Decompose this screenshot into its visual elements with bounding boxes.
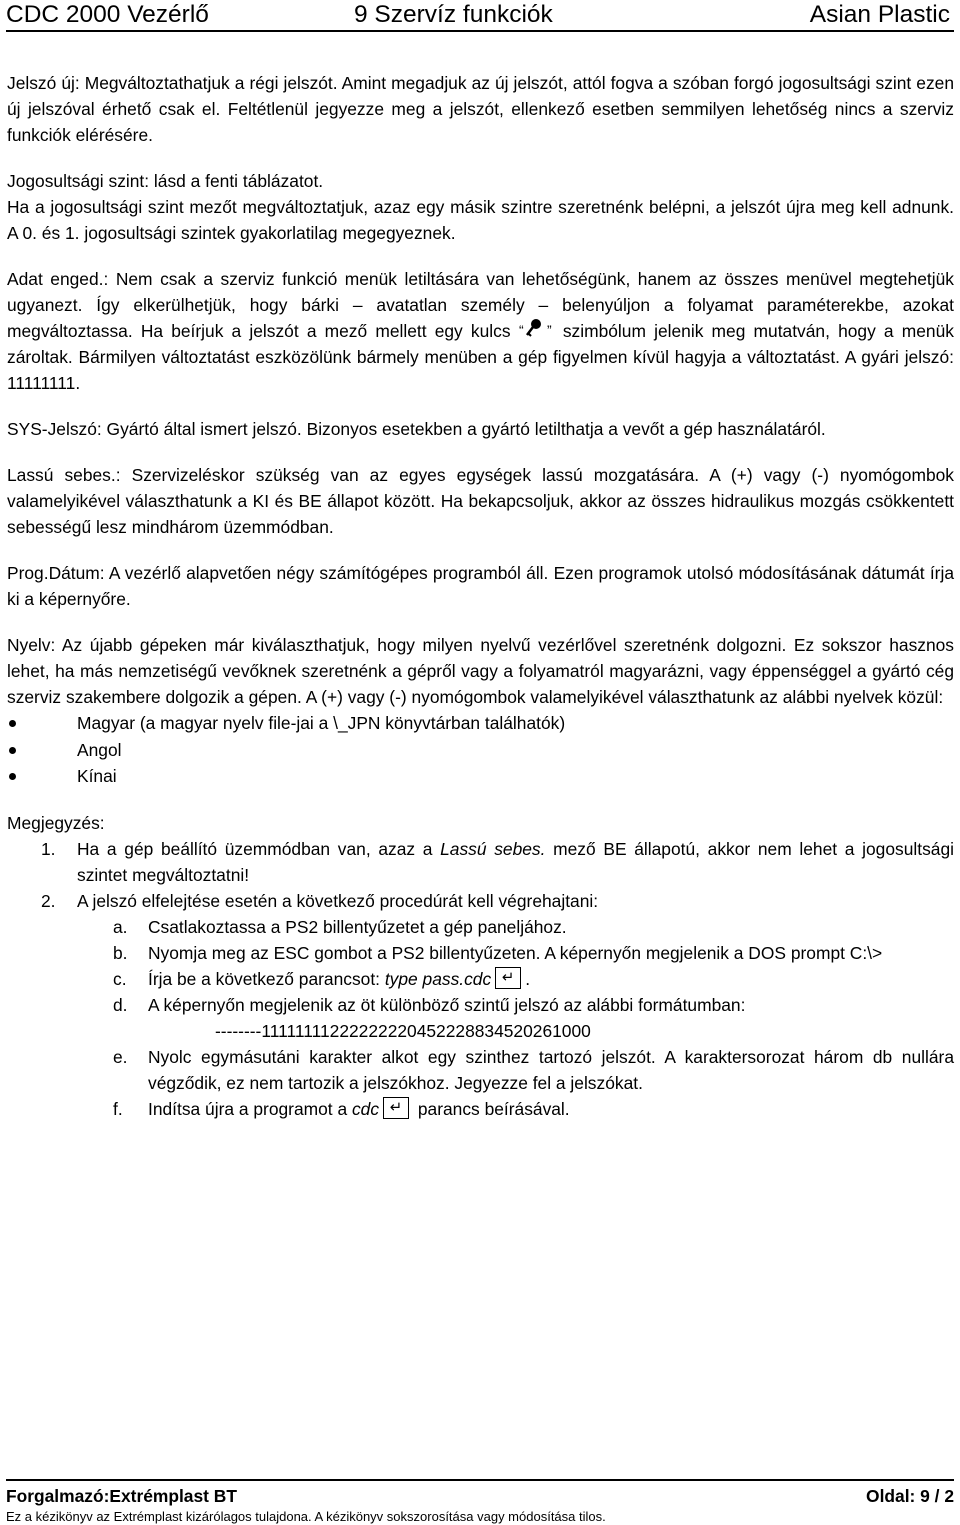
language-list (7, 710, 954, 790)
paragraph-slow-speed: Lassú sebes.: Szervizeléskor szükség van az egyes egységek lassú mozgatására. A (+) vagy (-) nyomógombok valamelyikével választhatunk a KI és BE állapot között. Ha bekapcsoljuk, akkor az összes hidraulikus mozgás csökkentett sebességű lesz mindhárom üzemmódban. (7, 465, 954, 537)
step-f: f. Indítsa újra a programot a cdc ↵ parancs beírásával. (113, 1098, 570, 1119)
bullet-icon (9, 773, 16, 780)
list-item: Angol (7, 737, 954, 764)
enter-key-icon: ↵ (383, 1097, 409, 1119)
notes-title: Megjegyzés: (7, 812, 105, 833)
note-item-1: 1. Ha a gép beállító üzemmódban van, azaz a Lassú sebes. mező BE állapotú, akkor nem lehet a jogosultsági szintet megváltoztatni! (41, 838, 954, 885)
paragraph-sys-password: SYS-Jelszó: Gyártó által ismert jelszó. Bizonyos esetekben a gyártó letilthatja a vevőt a gép használatáról. (7, 419, 826, 439)
step-e: e. Nyolc egymásutáni karakter alkot egy szinthez tartozó jelszót. A karaktersorozat három db nullára végződik, ez nem tartozik a jelszókhoz. Jegyezze fel a jelszókat. (113, 1046, 954, 1093)
step-c: c. Írja be a következő parancsot: type pass.cdc ↵ . (113, 968, 531, 989)
password-format-code: --------11111111222222220452228834520261000 (215, 1020, 591, 1041)
paragraph-new-password: Jelszó új: Megváltoztathatjuk a régi jelszót. Amint megadjuk az új jelszót, attól fogva a szóban forgó jogosultsági szint ezen új jelszóval érhető csak el. Feltétlenül jegyezze meg a jelszót, ellenkező esetben semmilyen lehetőség nincs a szerviz funkciók elérésére. (7, 73, 954, 145)
list-item: Kínai (7, 763, 954, 790)
note-item-2: 2. A jelszó elfelejtése esetén a következő procedúrát kell végrehajtani: (41, 890, 599, 911)
list-item: Magyar (a magyar nyelv file-jai a \_JPN könyvtárban találhatók) (7, 710, 954, 737)
step-a: a. Csatlakoztassa a PS2 billentyűzetet a gép paneljához. (113, 916, 567, 937)
paragraph-data-enable (7, 266, 954, 396)
document-body (7, 70, 954, 1122)
footer-page-number: Oldal: 9 / 2 (866, 1486, 954, 1506)
paragraph-prog-date: Prog.Dátum: A vezérlő alapvetően négy számítógépes programból áll. Ezen programok utolsó módosításának dátumát írja ki a képernyőre. (7, 563, 954, 609)
header-chapter-title: 9 Szervíz funkciók (354, 1, 553, 28)
header-company: Asian Plastic (809, 1, 950, 28)
page-header (6, 0, 954, 32)
data-enable-text-end: szimbólum jelenik meg mutatván, hogy a menük zároltak. Bármilyen változtatást eszközölünk bármely menüben a gép figyelmen kívül hagyja a változtatást. A gyári jelszó: 11111111. (7, 321, 954, 393)
header-left-title: CDC 2000 Vezérlő (6, 1, 209, 28)
bullet-icon (9, 747, 16, 754)
footer-copyright-note: Ez a kézikönyv az Extrémplast kizárólagos tulajdona. A kézikönyv sokszorosítása vagy módosítása tilos. (6, 1509, 606, 1524)
page-footer (6, 1479, 954, 1525)
key-icon (519, 317, 555, 339)
footer-distributor: Forgalmazó:Extrémplast BT (6, 1486, 237, 1506)
enter-key-icon: ↵ (495, 967, 521, 989)
svg-text:”: ” (546, 322, 552, 339)
step-d: d. A képernyőn megjelenik az öt különböző szintű jelszó az alábbi formátumban: (113, 994, 746, 1015)
paragraph-language: Nyelv: Az újabb gépeken már kiválaszthatjuk, hogy milyen nyelvű vezérlővel szeretnénk dolgozni. Ez sokszor hasznos lehet, ha más nemzetiségű vevőknek szeretnénk a gépről vagy a folyamatról magyarázni, vagy éppenséggel a gyártó cég szerviz szakembere dolgozik a gépen. A (+) vagy (-) nyomógombok valamelyikével választhatunk az alábbi nyelvek közül: (7, 635, 954, 707)
step-b: b. Nyomja meg az ESC gombot a PS2 billentyűzeten. A képernyőn megjelenik a DOS prompt C:\> (113, 942, 883, 963)
data-enable-text-start: Adat enged.: Nem csak a szerviz funkció menük letiltására van lehetőségünk, hanem az összes menüvel megtehetjük ugyanezt. Így elkerülhetjük, hogy bárki – avatatlan személy – belenyúljon a folyamat paraméterekbe, azokat megváltoztassa. Ha beírjuk a jelszót a mező mellett egy kulcs (7, 269, 954, 341)
paragraph-access-level-detail: Ha a jogosultsági szint mezőt megváltoztatjuk, azaz egy másik szintre szeretnénk belépni, a jelszót újra meg kell adnunk. A 0. és 1. jogosultsági szintek gyakorlatilag megegyeznek. (7, 197, 954, 243)
paragraph-access-level: Jogosultsági szint: lásd a fenti táblázatot. (7, 171, 324, 191)
bullet-icon (9, 720, 16, 727)
svg-text:“: “ (518, 322, 524, 339)
